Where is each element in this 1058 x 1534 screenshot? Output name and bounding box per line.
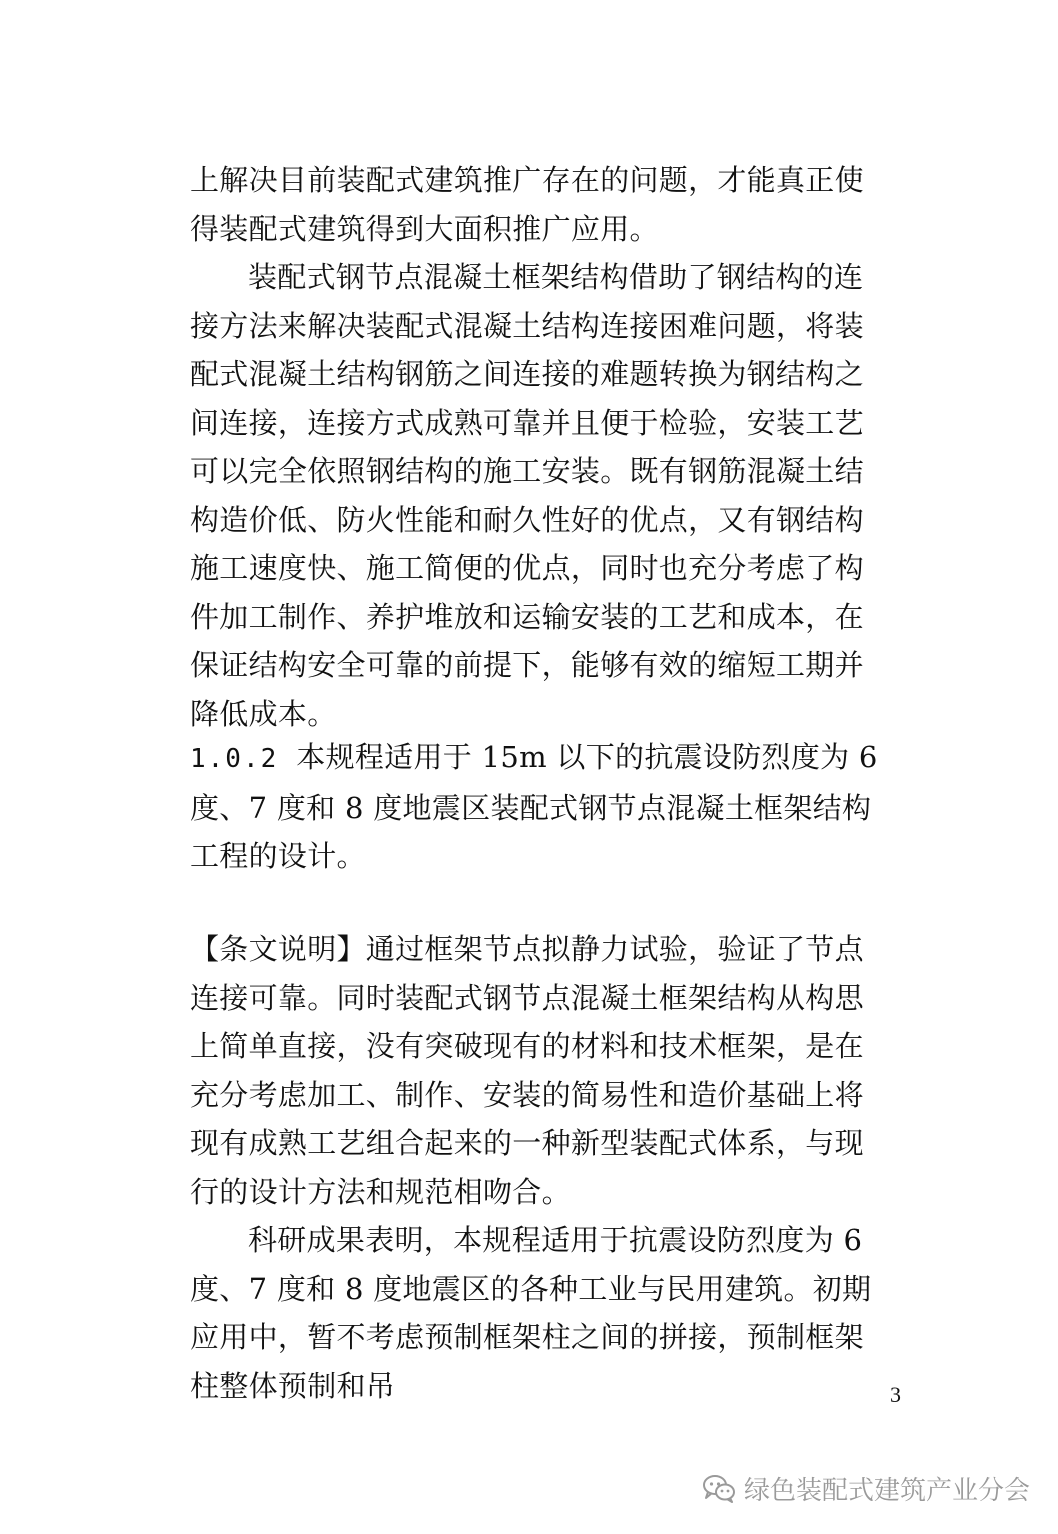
clause-1-0-2 <box>190 733 890 881</box>
clause-number: 1.0.2 <box>190 744 279 774</box>
watermark-text: 绿色装配式建筑产业分会 <box>744 1475 1031 1506</box>
watermark <box>702 1468 1030 1508</box>
clause-explanation: 【条文说明】通过框架节点拟静力试验，验证了节点连接可靠。同时装配式钢节点混凝土框架结构从构思上简单直接，没有突破现有的材料和技术框架，是在充分考虑加工、制作、安装的简易性和造价基础上将现有成熟工艺组合起来的一种新型装配式体系，与现行的设计方法和规范相吻合。 <box>190 932 864 1209</box>
wechat-icon <box>702 1473 736 1503</box>
paragraph-intro-continuation: 上解决目前装配式建筑推广存在的问题，才能真正使得装配式建筑得到大面积推广应用。 <box>190 163 864 246</box>
paragraph-steel-joint-description: 装配式钢节点混凝土框架结构借助了钢结构的连接方法来解决装配式混凝土结构连接困难问题，将装配式混凝土结构钢筋之间连接的难题转换为钢结构之间连接，连接方式成熟可靠并且便于检验，安装工艺可以完全依照钢结构的施工安装。既有钢筋混凝土结构造价低、防火性能和耐久性好的优点，又有钢结构施工速度快、施工简便的优点，同时也充分考虑了构件加工制作、养护堆放和运输安装的工艺和成本，在保证结构安全可靠的前提下，能够有效的缩短工期并降低成本。 <box>190 260 864 731</box>
clause-explanation-continuation: 科研成果表明，本规程适用于抗震设防烈度为 6 度、7 度和 8 度地震区的各种工业与民用建筑。初期应用中，暂不考虑预制框架柱之间的拼接，预制框架柱整体预制和吊 <box>190 1223 872 1403</box>
clause-text: 本规程适用于 15m 以下的抗震设防烈度为 6 度、7 度和 8 度地震区装配式钢节点混凝土框架结构工程的设计。 <box>190 740 878 873</box>
page-number: 3 <box>890 1382 901 1407</box>
